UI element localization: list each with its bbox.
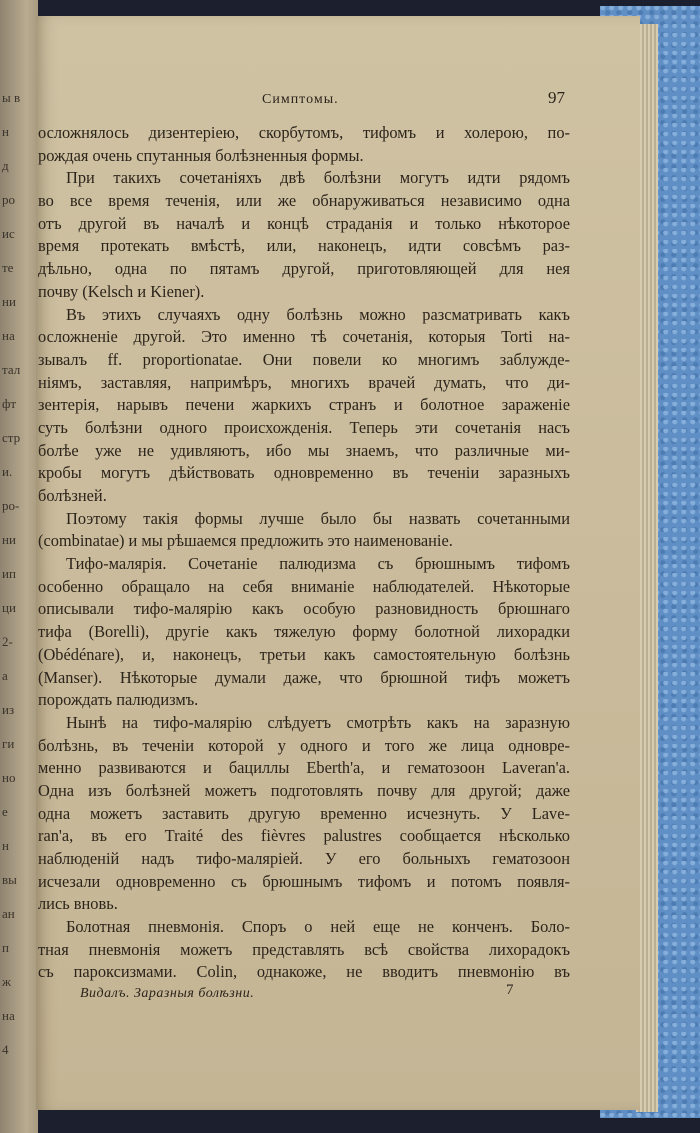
text-line-content: дѣльно, одна по пятамъ другой, приготовляющей для нея: [38, 259, 570, 279]
text-line: [38, 939, 570, 962]
text-line-content: осложнялось дизентерiею, скорбутомъ, тифомъ и холерою, по-: [38, 123, 570, 142]
previous-page-fragment: вы: [2, 872, 17, 887]
text-line: [38, 598, 570, 621]
text-line: [38, 462, 570, 485]
previous-page-fragment: но: [2, 770, 16, 785]
previous-page-fragment: на: [2, 1008, 15, 1023]
text-line: [38, 349, 570, 372]
previous-page-fragment: ни: [2, 294, 16, 309]
text-line-content: исчезали одновременно съ брюшнымъ тифомъ и потомъ появля-: [38, 871, 570, 891]
text-line-content: Болотная пневмонiя. Споръ о ней еще не конченъ. Боло-: [66, 917, 570, 937]
text-line: [38, 893, 570, 916]
text-line: [38, 667, 570, 690]
text-line: [38, 871, 570, 894]
previous-page-fragment: ан: [2, 906, 15, 921]
text-line-content: зентерiя, нарывъ печени жаркихъ странъ и болотное зараженiе: [38, 395, 570, 415]
text-line: [38, 508, 570, 531]
text-line-content: особенно обращало на себя вниманiе наблюдателей. Нѣкоторые: [38, 576, 570, 596]
previous-page-fragment: тал: [2, 362, 21, 377]
text-line: [38, 848, 570, 871]
previous-page-fragment: ип: [2, 566, 16, 581]
text-line-content: отъ другой въ началѣ и концѣ страданiя и только нѣкоторое: [38, 213, 570, 233]
previous-page-fragment: д: [2, 158, 9, 173]
previous-page-fragment: ж: [2, 974, 11, 989]
text-line: [38, 394, 570, 417]
text-line: [38, 916, 570, 939]
text-line-content: Нынѣ на тифо-малярiю слѣдуетъ смотрѣть какъ на заразную: [66, 712, 570, 732]
text-line-content: суть болѣзни одного происхожденiя. Теперь эти сочетанiя насъ: [38, 417, 570, 437]
previous-page-fragment: е: [2, 804, 8, 819]
text-line: [38, 417, 570, 440]
page-number: 97: [548, 88, 565, 107]
text-line: [38, 235, 570, 258]
previous-page-fragment: н: [2, 838, 9, 853]
previous-page-fragment: 4: [2, 1042, 9, 1057]
previous-page-fragment: 2-: [2, 634, 13, 649]
text-line-content: При такихъ сочетанiяхъ двѣ болѣзни могутъ идти рядомъ: [66, 168, 570, 188]
text-line: [38, 961, 570, 984]
previous-page-fragment: п: [2, 940, 9, 955]
text-line: [38, 440, 570, 463]
text-line-content: лись вновь.: [38, 894, 118, 914]
previous-page-fragment: те: [2, 260, 14, 275]
text-line-content: Одна изъ болѣзней можетъ подготовлять почву для другой; даже: [38, 780, 570, 800]
text-line: [38, 803, 570, 826]
previous-page-fragment: ро-: [2, 498, 20, 513]
text-line: [38, 689, 570, 712]
text-line: [38, 213, 570, 236]
footer-signature: Видалъ. Заразныя болѣзни.: [80, 986, 255, 1001]
previous-page-fragment: н: [2, 124, 9, 139]
previous-page-fragment: стр: [2, 430, 21, 445]
text-line: [38, 304, 570, 327]
previous-page-fragment: из: [2, 702, 15, 717]
text-line-content: (Manser). Нѣкоторые думали даже, что брюшной тифъ можетъ: [38, 667, 570, 687]
text-line: [38, 258, 570, 281]
text-line-content: болѣзнь, въ теченiи которой у одного и того же лица одновре-: [38, 735, 570, 755]
text-line: [38, 167, 570, 190]
previous-page-strip: [0, 0, 38, 1133]
text-line-content: Тифо-малярiя. Сочетанiе палюдизма съ брюшнымъ тифомъ: [66, 554, 570, 574]
text-line-content: почву (Kelsch и Kiener).: [38, 281, 205, 301]
previous-page-fragment: ги: [2, 736, 15, 751]
previous-page-fragment: фт: [2, 396, 17, 411]
text-line-content: наблюденiй надъ тифо-малярiей. У его больныхъ гематозоон: [38, 849, 570, 868]
text-line: [38, 326, 570, 349]
previous-page-fragment: и.: [2, 464, 13, 479]
previous-page-fragment: на: [2, 328, 15, 343]
book-page: [36, 16, 640, 1110]
text-line-content: время протекать вмѣстѣ, или, наконецъ, идти совсѣмъ раз-: [38, 236, 570, 256]
text-line-content: болѣе уже не удивляютъ, ибо мы знаемъ, что различные ми-: [38, 440, 570, 460]
previous-page-fragment: а: [2, 668, 8, 683]
text-line-content: нiямъ, заставляя, напримѣръ, многихъ врачей думать, что ди-: [38, 372, 570, 392]
text-line-content: кробы могутъ дѣйствовать одновременно въ теченiи заразныхъ: [38, 463, 570, 483]
text-line-content: тная пневмонiя можетъ представлять всѣ свойства лихорадокъ: [38, 939, 570, 959]
text-line-content: Поэтому такiя формы лучше было бы назвать сочетанными: [66, 508, 570, 528]
text-line: [38, 576, 570, 599]
text-line: [38, 122, 570, 145]
previous-page-fragment: ис: [2, 226, 15, 241]
running-title: Симптомы.: [262, 92, 339, 107]
text-line: [38, 780, 570, 803]
previous-page-fragment: ы в: [2, 90, 21, 105]
text-line-content: порождать палюдизмъ.: [38, 690, 199, 710]
text-line-content: осложненiе другой. Это именно тѣ сочетанiя, которыя Torti на-: [38, 327, 570, 347]
text-line-content: одна можетъ заставить другую временно исчезнуть. У Lave-: [38, 803, 570, 823]
text-line-content: (combinatae) и мы рѣшаемся предложить это наименованiе.: [38, 531, 453, 551]
body-text: [38, 122, 570, 984]
text-line-content: тифа (Borelli), другiе какъ тяжелую форму болотной лихорадки: [38, 622, 570, 642]
text-line: [38, 145, 570, 168]
text-line-content: менно развиваются и бациллы Eberth'а, и гематозоон Laveran'а.: [38, 758, 570, 778]
footer-sheet-number: 7: [506, 982, 514, 998]
text-line: [38, 372, 570, 395]
text-line-content: зывалъ ff. proportionatae. Они повели ко многимъ заблужде-: [38, 349, 570, 369]
previous-page-fragment: ни: [2, 532, 16, 547]
text-line: [38, 644, 570, 667]
text-line-content: ran'а, въ его Traité des fièvres palustres сообщается нѣсколько: [38, 826, 570, 846]
text-line-content: во все время теченiя, или же обнаруживаться независимо одна: [38, 191, 570, 211]
text-line: [38, 190, 570, 213]
previous-page-fragment: ци: [2, 600, 16, 615]
text-line-content: Въ этихъ случаяхъ одну болѣзнь можно разсматривать какъ: [66, 304, 570, 324]
text-line-content: описывали тифо-малярiю какъ особую разновидность брюшнаго: [38, 599, 570, 619]
text-line: [38, 621, 570, 644]
text-line-content: рождая очень спутанныя болѣзненныя формы.: [38, 145, 364, 165]
text-line: [38, 735, 570, 758]
text-line: [38, 281, 570, 304]
text-line-content: (Obédénare), и, наконецъ, третьи какъ самостоятельную болѣзнь: [38, 644, 570, 664]
text-line: [38, 757, 570, 780]
previous-page-fragment: ро: [2, 192, 15, 207]
text-line: [38, 825, 570, 848]
text-line: [38, 530, 570, 553]
text-line: [38, 553, 570, 576]
text-line: [38, 712, 570, 735]
text-line-content: болѣзней.: [38, 486, 107, 505]
text-line-content: съ пароксизмами. Colin, однакоже, не вводитъ пневмонiю въ: [38, 962, 570, 982]
text-line: [38, 485, 570, 508]
